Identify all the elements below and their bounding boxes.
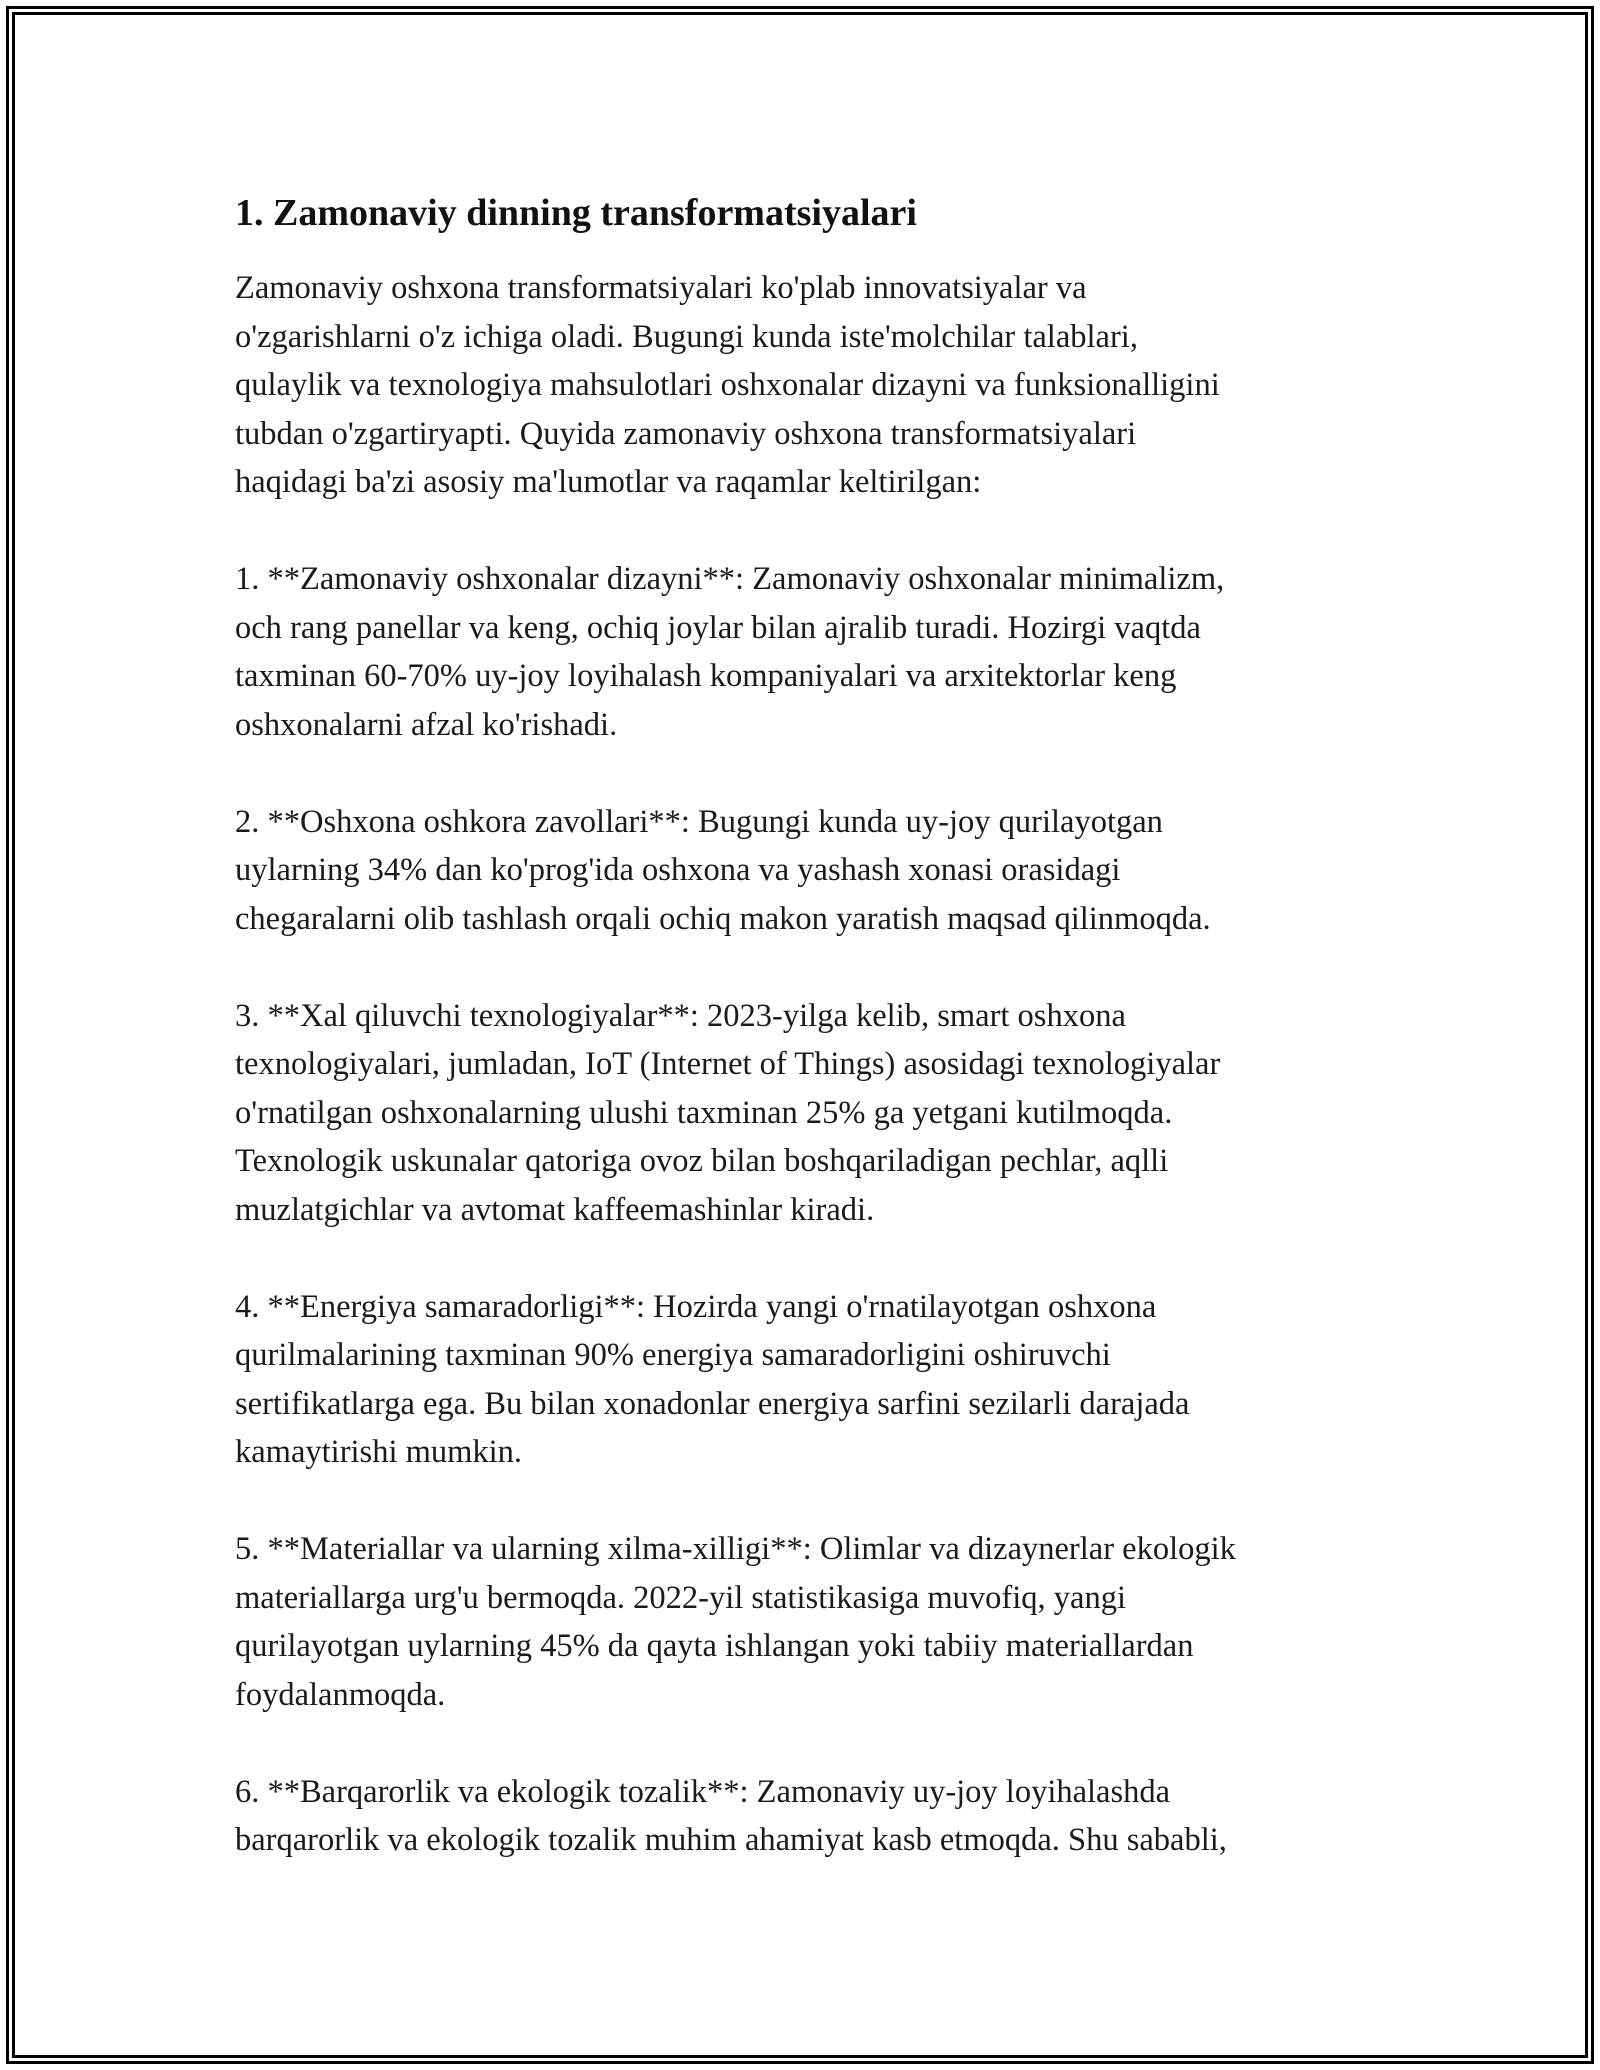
list-item-5: 5. **Materiallar va ularning xilma-xilligi**: Olimlar va dizaynerlar ekologik materiallarga urg'u bermoqda. 2022-yil statistikasiga muvofiq, yangi qurilayotgan uylarning 45% da qayta ishlangan yoki tabiiy materiallardan foydalanmoqda. bbox=[235, 1531, 1236, 1713]
list-item-6: 6. **Barqarorlik va ekologik tozalik**: Zamonaviy uy-joy loyihalashda barqarorlik va ekologik tozalik muhim ahamiyat kasb etmoqda. Shu sababli, bbox=[235, 1773, 1227, 1858]
page-title: 1. Zamonaviy dinning transformatsiyalari bbox=[235, 192, 917, 234]
list-item-3: 3. **Xal qiluvchi texnologiyalar**: 2023-yilga kelib, smart oshxona texnologiyalari, jumladan, IoT (Internet of Things) asosidagi texnologiyalar o'rnatilgan oshxonalarning ulushi taxminan 25% ga yetgani kutilmoqda. Texnologik uskunalar qatoriga ovoz bilan boshqariladigan pechlar, aqlli muzlatgichlar va avtomat kaffeemashinlar kiradi. bbox=[235, 997, 1221, 1228]
document-body bbox=[235, 188, 1415, 1913]
intro-paragraph: Zamonaviy oshxona transformatsiyalari ko'plab innovatsiyalar va o'zgarishlarni o'z ichiga oladi. Bugungi kunda iste'molchilar talablari, qulaylik va texnologiya mahsulotlari oshxonalar dizayni va funksionalligini tubdan o'zgartiryapti. Quyida zamonaviy oshxona transformatsiyalari haqidagi ba'zi asosiy ma'lumotlar va raqamlar keltirilgan: bbox=[235, 270, 1220, 500]
list-item-1: 1. **Zamonaviy oshxonalar dizayni**: Zamonaviy oshxonalar minimalizm, och rang panellar va keng, ochiq joylar bilan ajralib turadi. Hozirgi vaqtda taxminan 60-70% uy-joy loyihalash kompaniyalari va arxitektorlar keng oshxonalarni afzal ko'rishadi. bbox=[235, 561, 1225, 743]
list-item-4: 4. **Energiya samaradorligi**: Hozirda yangi o'rnatilayotgan oshxona qurilmalarining taxminan 90% energiya samaradorligini oshiruvchi sertifikatlarga ega. Bu bilan xonadonlar energiya sarfini sezilarli darajada kamaytirishi mumkin. bbox=[235, 1288, 1190, 1470]
list-item-2: 2. **Oshxona oshkora zavollari**: Bugungi kunda uy-joy qurilayotgan uylarning 34% dan ko'prog'ida oshxona va yashash xonasi orasidagi chegaralarni olib tashlash orqali ochiq makon yaratish maqsad qilinmoqda. bbox=[235, 803, 1211, 937]
